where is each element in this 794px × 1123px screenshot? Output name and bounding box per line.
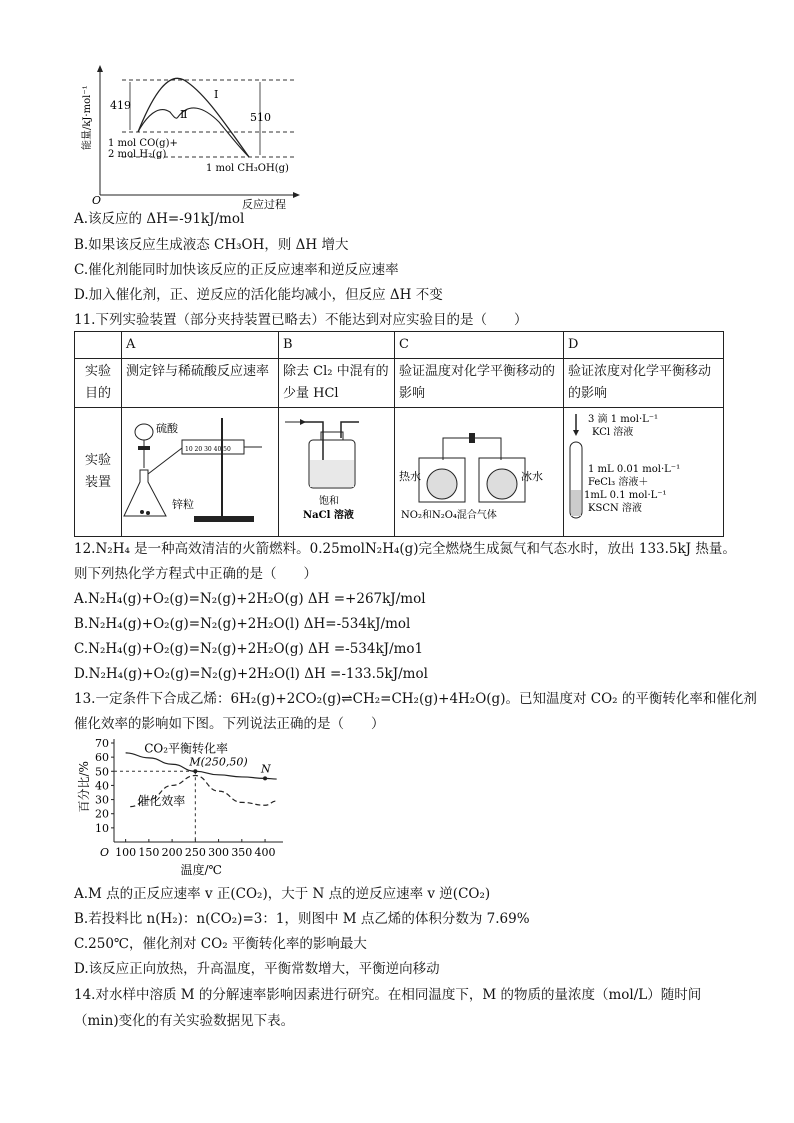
kscn-label-2: KSCN 溶液 — [588, 503, 642, 514]
x-tick-label: 150 — [138, 846, 160, 859]
q13-option-a: A.M 点的正反应速率 v 正(CO₂)，大于 N 点的逆反应速率 v 逆(CO₂) — [74, 886, 491, 902]
series-label-catalyst: 催化效率 — [137, 794, 186, 809]
bottle-neck — [321, 432, 343, 440]
kcl-label-2: KCl 溶液 — [592, 427, 634, 438]
fecl3-label-1: 1 mL 0.01 mol·L⁻¹ — [588, 464, 681, 475]
energy-510-label: 510 — [250, 111, 271, 124]
y-tick-label: 10 — [95, 821, 109, 835]
q13-option-c: C.250℃，催化剂对 CO₂ 平衡转化率的影响最大 — [74, 936, 367, 952]
clamp-icon — [469, 433, 475, 443]
y-tick-label: 70 — [95, 737, 109, 750]
q13-option-d: D.该反应正向放热，升高温度，平衡常数增大，平衡逆向移动 — [74, 961, 440, 977]
q12-option-b: B.N₂H₄(g)+O₂(g)=N₂(g)+2H₂O(l) ΔH=-534kJ/mol — [74, 616, 411, 632]
energy-419-label: 419 — [110, 99, 131, 112]
point-n — [263, 776, 267, 780]
q14-stem-2: （min)变化的有关实验数据见下表。 — [74, 1013, 295, 1029]
purpose-label-2: 目的 — [84, 386, 111, 401]
syringe-scale: 10 20 30 40 50 — [185, 446, 231, 453]
apparatus-label-1: 实验 — [84, 453, 111, 468]
table-row — [75, 359, 724, 408]
ice-water-label: 冰水 — [521, 470, 543, 483]
energy-x-arrow — [293, 192, 300, 198]
table-header-cell: B — [279, 332, 395, 359]
purpose-label-1: 实验 — [84, 364, 111, 379]
apparatus-a-drawing — [122, 408, 270, 528]
energy-reactants-1: 1 mol CO(g)+ — [108, 138, 178, 149]
apparatus-d-drawing — [564, 408, 715, 528]
kcl-label-1: 3 滴 1 mol·L⁻¹ — [588, 414, 659, 425]
flask-icon — [124, 470, 166, 516]
point-m — [193, 769, 197, 773]
table-header-cell — [75, 332, 122, 359]
apparatus-row-label — [75, 408, 122, 537]
purpose-c: 验证温度对化学平衡移动的影响 — [395, 359, 564, 408]
nacl-label: NaCl 溶液 — [303, 510, 354, 521]
q12-option-c: C.N₂H₄(g)+O₂(g)=N₂(g)+2H₂O(g) ΔH =-534kJ/mo1 — [74, 641, 424, 657]
table-header-cell: A — [122, 332, 279, 359]
apparatus-c — [395, 408, 564, 537]
apparatus-b — [279, 408, 395, 537]
energy-x-label: 反应过程 — [242, 198, 286, 210]
x-tick-label: 100 — [115, 846, 137, 859]
apparatus-d — [564, 408, 724, 537]
stopcock-icon — [138, 446, 150, 450]
q12-stem-2: 则下列热化学方程式中正确的是（ ） — [74, 566, 317, 582]
energy-product: 1 mol CH₃OH(g) — [206, 163, 289, 174]
table-header-cell: D — [564, 332, 724, 359]
x-tick-label: 200 — [161, 846, 183, 859]
energy-reactants-2: 2 mol H₂(g) — [108, 149, 167, 160]
purpose-d: 验证浓度对化学平衡移动的影响 — [564, 359, 724, 408]
q13-option-b: B.若投料比 n(H₂)：n(CO₂)=3：1，则图中 M 点乙烯的体积分数为 7.69% — [74, 911, 530, 927]
purpose-b: 除去 Cl₂ 中混有的少量 HCl — [279, 359, 395, 408]
energy-curve-II-label: Ⅱ — [180, 108, 188, 121]
apparatus-label-2: 装置 — [84, 475, 111, 490]
energy-origin: O — [92, 194, 102, 207]
stand-base — [194, 516, 254, 522]
purpose-row-label — [75, 359, 122, 408]
energy-diagram — [74, 62, 304, 210]
chart-origin: O — [100, 846, 110, 859]
x-tick-label: 400 — [254, 846, 276, 859]
y-tick-label: 40 — [95, 779, 109, 793]
kscn-label-1: 1mL 0.1 mol·L⁻¹ — [584, 490, 667, 501]
sulfuric-acid-label: 硫酸 — [156, 422, 178, 435]
y-tick-label: 30 — [95, 793, 109, 807]
point-n-label: N — [261, 762, 271, 776]
hot-flask-icon — [427, 469, 457, 499]
table-row — [75, 332, 724, 359]
fecl3-label-2: FeCl₃ 溶液＋ — [588, 477, 649, 488]
hot-water-label: 热水 — [399, 470, 421, 483]
energy-curve-I-label: Ⅰ — [214, 88, 219, 101]
q10-option-b: B.如果该反应生成液态 CH₃OH，则 ΔH 增大 — [74, 237, 349, 253]
temperature-chart — [74, 735, 294, 880]
q11-table — [74, 331, 724, 537]
delivery-tube — [148, 448, 182, 474]
point-m-label: M(250,50) — [189, 755, 248, 769]
zinc-label: 锌粒 — [172, 498, 194, 511]
x-tick-label: 350 — [231, 846, 253, 859]
purpose-a: 测定锌与稀硫酸反应速率 — [122, 359, 279, 408]
outlet-tube — [341, 422, 359, 438]
q10-option-c: C.催化剂能同时加快该反应的正反应速率和逆反应速率 — [74, 262, 399, 278]
table-header-cell: C — [395, 332, 564, 359]
cold-flask-icon — [487, 469, 517, 499]
test-tube-solution — [571, 490, 581, 516]
q12-stem-1: 12.N₂H₄ 是一种高效清洁的火箭燃料。0.25molN₂H₄(g)完全燃烧生成氮气和气态水时，放出 133.5kJ 热量。 — [74, 541, 736, 557]
apparatus-a — [122, 408, 279, 537]
apparatus-c-drawing — [395, 408, 555, 528]
y-tick-label: 60 — [95, 751, 109, 765]
zinc-granule — [146, 511, 150, 515]
solution-fill — [310, 460, 354, 487]
energy-y-label: 能量/kJ·mol⁻¹ — [82, 85, 93, 150]
chart-y-label: 百分比/% — [77, 761, 91, 813]
saturated-label: 饱和 — [319, 496, 339, 507]
q13-stem-2: 催化效率的影响如下图。下列说法正确的是（ ） — [74, 716, 385, 732]
series-label-co2: CO₂平衡转化率 — [144, 741, 229, 756]
table-row — [75, 408, 724, 537]
y-tick-label: 50 — [95, 765, 109, 779]
x-tick-label: 250 — [184, 846, 206, 859]
gas-mixture-label: NO₂和N₂O₄混合气体 — [401, 510, 497, 521]
q13-stem-1: 13.一定条件下合成乙烯：6H₂(g)+2CO₂(g)⇌CH₂=CH₂(g)+4H₂O(g)。已知温度对 CO₂ 的平衡转化率和催化剂 — [74, 691, 757, 707]
dropper-tip — [573, 430, 579, 436]
q14-stem-1: 14.对水样中溶质 M 的分解速率影响因素进行研究。在相同温度下，M 的物质的量浓度（mol/L）随时间 — [74, 987, 702, 1003]
x-tick-label: 300 — [208, 846, 230, 859]
apparatus-b-drawing — [279, 408, 386, 528]
zinc-granule — [140, 510, 144, 514]
q10-option-d: D.加入催化剂，正、逆反应的活化能均减小，但反应 ΔH 不变 — [74, 287, 443, 303]
q11-stem: 11.下列实验装置（部分夹持装置已略去）不能达到对应实验目的是（ ） — [74, 312, 528, 328]
energy-y-arrow — [97, 65, 103, 72]
q12-option-a: A.N₂H₄(g)+O₂(g)=N₂(g)+2H₂O(g) ΔH =+267kJ/mol — [74, 591, 426, 607]
chart-x-label: 温度/℃ — [180, 863, 222, 877]
q12-option-d: D.N₂H₄(g)+O₂(g)=N₂(g)+2H₂O(l) ΔH =-133.5kJ/mol — [74, 666, 428, 682]
y-tick-label: 20 — [95, 807, 109, 821]
funnel-icon — [135, 424, 153, 440]
q10-option-a: A.该反应的 ΔH=-91kJ/mol — [74, 211, 245, 227]
